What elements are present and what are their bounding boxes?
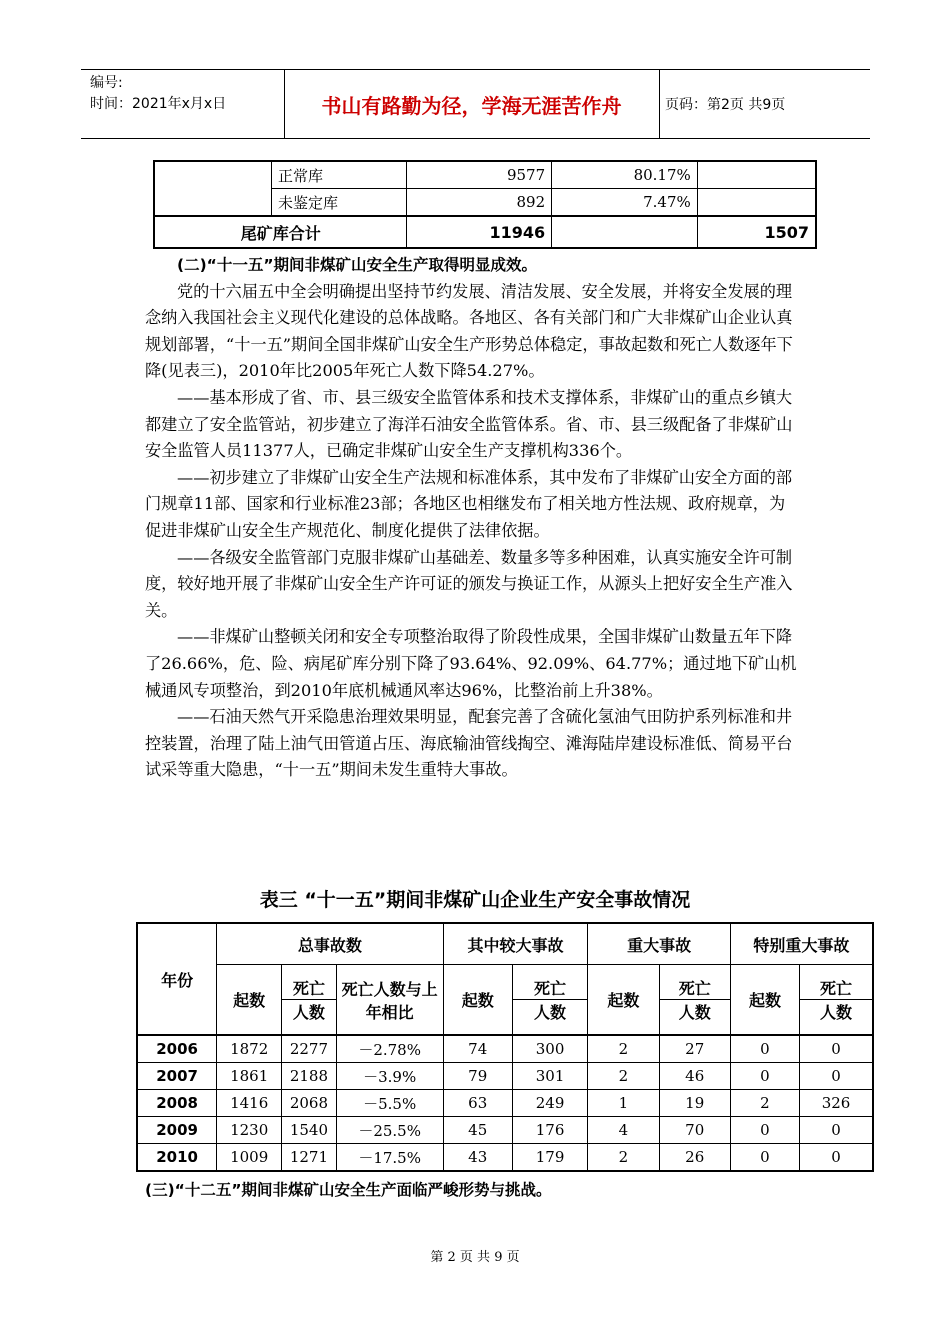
table-total-row bbox=[154, 216, 816, 248]
paragraph: ——各级安全监管部门克服非煤矿山基础差、数量多等多种困难，认真实施安全许可制度，较好地开展了非煤矿山安全生产许可证的颁发与换证工作，从源头上把好安全生产准入关。 bbox=[145, 547, 793, 620]
year-cell: 2009 bbox=[137, 1117, 217, 1144]
accident-table bbox=[136, 922, 874, 1172]
table-row bbox=[137, 1063, 873, 1090]
table-cell: 1416 bbox=[217, 1090, 282, 1117]
page-header bbox=[81, 69, 870, 139]
table-cell: 2068 bbox=[282, 1090, 337, 1117]
header-deaths-top: 死亡 bbox=[512, 965, 587, 1000]
table-cell-empty bbox=[154, 161, 272, 216]
section-3-heading: (三)“十二五”期间非煤矿山安全生产面临严峻形势与挑战。 bbox=[145, 1181, 552, 1199]
table-cell-value: 80.17% bbox=[552, 161, 698, 189]
total-label: 尾矿库合计 bbox=[154, 216, 407, 248]
header-deaths-top: 死亡 bbox=[282, 965, 337, 1000]
table-cell: －2.78% bbox=[336, 1035, 443, 1063]
header-meta bbox=[90, 73, 226, 115]
table-cell: 2277 bbox=[282, 1035, 337, 1063]
year-cell: 2006 bbox=[137, 1035, 217, 1063]
header-major: 重大事故 bbox=[588, 923, 731, 965]
table-cell: 300 bbox=[512, 1035, 587, 1063]
table-cell: －17.5% bbox=[336, 1144, 443, 1172]
header-year: 年份 bbox=[137, 923, 217, 1035]
header-page-label: 页码：第2页 共9页 bbox=[665, 97, 786, 113]
table-cell: 1861 bbox=[217, 1063, 282, 1090]
header-count: 起数 bbox=[588, 965, 659, 1036]
section-2-heading: (二)“十一五”期间非煤矿山安全生产取得明显成效。 bbox=[177, 256, 538, 274]
table-header-row bbox=[137, 923, 873, 965]
paragraph: ——初步建立了非煤矿山安全生产法规和标准体系，其中发布了非煤矿山安全方面的部门规章11部、国家和行业标准23部；各地区也相继发布了相关地方性法规、政府规章，为促进非煤矿山安全生产规范化、制度化提供了法律依据。 bbox=[145, 467, 793, 540]
total-value: 11946 bbox=[407, 216, 552, 248]
paragraph: ——非煤矿山整顿关闭和安全专项整治取得了阶段性成果，全国非煤矿山数量五年下降了26.66%，危、险、病尾矿库分别下降了93.64%、92.09%、64.77%；通过地下矿山机械通风专项整治，到2010年底机械通风率达96%，比整治前上升38%。 bbox=[145, 627, 797, 700]
table-cell: 74 bbox=[443, 1035, 512, 1063]
table-cell: 0 bbox=[800, 1035, 873, 1063]
tailings-table bbox=[153, 160, 817, 249]
year-cell: 2008 bbox=[137, 1090, 217, 1117]
paragraph: ——石油天然气开采隐患治理效果明显，配套完善了含硫化氢油气田防护系列标准和井控装置，治理了陆上油气田管道占压、海底输油管线掏空、滩海陆岸建设标准低、简易平台试采等重大隐患，“十一五”期间未发生重特大事故。 bbox=[145, 707, 793, 780]
table-cell: 1230 bbox=[217, 1117, 282, 1144]
year-cell: 2007 bbox=[137, 1063, 217, 1090]
table-cell: 0 bbox=[730, 1063, 799, 1090]
table-cell: 0 bbox=[800, 1117, 873, 1144]
header-compare: 死亡人数与上年相比 bbox=[336, 965, 443, 1036]
table-cell: －3.9% bbox=[336, 1063, 443, 1090]
header-count: 起数 bbox=[443, 965, 512, 1036]
header-deaths-top: 死亡 bbox=[800, 965, 873, 1000]
header-extra: 特别重大事故 bbox=[730, 923, 873, 965]
table-cell: 2 bbox=[588, 1144, 659, 1172]
table-row bbox=[137, 1144, 873, 1172]
table-cell: 63 bbox=[443, 1090, 512, 1117]
table-cell: 2 bbox=[588, 1035, 659, 1063]
table-row bbox=[154, 161, 816, 189]
table-cell: 2188 bbox=[282, 1063, 337, 1090]
table-cell: 0 bbox=[730, 1144, 799, 1172]
header-count: 起数 bbox=[217, 965, 282, 1036]
table-cell: 4 bbox=[588, 1117, 659, 1144]
header-deaths-bottom: 人数 bbox=[512, 1000, 587, 1036]
table-cell: 0 bbox=[800, 1063, 873, 1090]
table-cell: 1872 bbox=[217, 1035, 282, 1063]
table-cell-value bbox=[697, 161, 816, 189]
header-larger: 其中较大事故 bbox=[443, 923, 588, 965]
header-deaths-bottom: 人数 bbox=[659, 1000, 730, 1036]
table-header-row bbox=[137, 965, 873, 1000]
header-deaths-top: 死亡 bbox=[659, 965, 730, 1000]
year-cell: 2010 bbox=[137, 1144, 217, 1172]
total-value: 1507 bbox=[697, 216, 816, 248]
table-cell: 79 bbox=[443, 1063, 512, 1090]
table-cell-value: 9577 bbox=[407, 161, 552, 189]
table-cell: 26 bbox=[659, 1144, 730, 1172]
table-cell: 43 bbox=[443, 1144, 512, 1172]
table-cell: 1271 bbox=[282, 1144, 337, 1172]
header-deaths-bottom: 人数 bbox=[800, 1000, 873, 1036]
table-cell-label: 正常库 bbox=[272, 161, 407, 189]
table-cell: －5.5% bbox=[336, 1090, 443, 1117]
table-cell-value: 7.47% bbox=[552, 189, 698, 217]
table-cell: 0 bbox=[730, 1117, 799, 1144]
table-cell: 70 bbox=[659, 1117, 730, 1144]
table-cell: 46 bbox=[659, 1063, 730, 1090]
table-cell: 45 bbox=[443, 1117, 512, 1144]
table-cell: 249 bbox=[512, 1090, 587, 1117]
table-cell: 301 bbox=[512, 1063, 587, 1090]
header-motto: 书山有路勤为径，学海无涯苦作舟 bbox=[321, 94, 622, 118]
table-cell: 27 bbox=[659, 1035, 730, 1063]
number-label: 编号: bbox=[90, 75, 123, 91]
table-cell: 326 bbox=[800, 1090, 873, 1117]
table-cell: 1540 bbox=[282, 1117, 337, 1144]
table-cell: 2 bbox=[588, 1063, 659, 1090]
table-row bbox=[137, 1035, 873, 1063]
table-cell: 0 bbox=[800, 1144, 873, 1172]
header-total: 总事故数 bbox=[217, 923, 443, 965]
section-2 bbox=[145, 252, 800, 784]
table-cell: －25.5% bbox=[336, 1117, 443, 1144]
header-divider bbox=[659, 70, 660, 138]
header-deaths-bottom: 人数 bbox=[282, 1000, 337, 1036]
table-cell: 19 bbox=[659, 1090, 730, 1117]
paragraph: 党的十六届五中全会明确提出坚持节约发展、清洁发展、安全发展，并将安全发展的理念纳入我国社会主义现代化建设的总体战略。各地区、各有关部门和广大非煤矿山企业认真规划部署，“十一五”期间全国非煤矿山安全生产形势总体稳定，事故起数和死亡人数逐年下降(见表三)，2010年比2005年死亡人数下降54.27%。 bbox=[145, 281, 793, 381]
table-cell: 176 bbox=[512, 1117, 587, 1144]
table-cell-label: 未鉴定库 bbox=[272, 189, 407, 217]
table-cell: 1009 bbox=[217, 1144, 282, 1172]
table-cell: 179 bbox=[512, 1144, 587, 1172]
table-cell-value bbox=[697, 189, 816, 217]
header-count: 起数 bbox=[730, 965, 799, 1036]
table-cell: 1 bbox=[588, 1090, 659, 1117]
time-label: 时间：2021年x月x日 bbox=[90, 96, 227, 112]
table-cell: 0 bbox=[730, 1035, 799, 1063]
paragraph: ——基本形成了省、市、县三级安全监管体系和技术支撑体系，非煤矿山的重点乡镇大都建立了安全监管站，初步建立了海洋石油安全监管体系。省、市、县三级配备了非煤矿山安全监管人员11377人，已确定非煤矿山安全生产支撑机构336个。 bbox=[145, 387, 793, 461]
table-cell: 2 bbox=[730, 1090, 799, 1117]
table-cell-value: 892 bbox=[407, 189, 552, 217]
table-3-title: 表三 “十一五”期间非煤矿山企业生产安全事故情况 bbox=[259, 889, 691, 911]
table-row bbox=[137, 1090, 873, 1117]
total-value bbox=[552, 216, 698, 248]
table-row bbox=[137, 1117, 873, 1144]
page-footer: 第 2 页 共 9 页 bbox=[430, 1250, 520, 1265]
